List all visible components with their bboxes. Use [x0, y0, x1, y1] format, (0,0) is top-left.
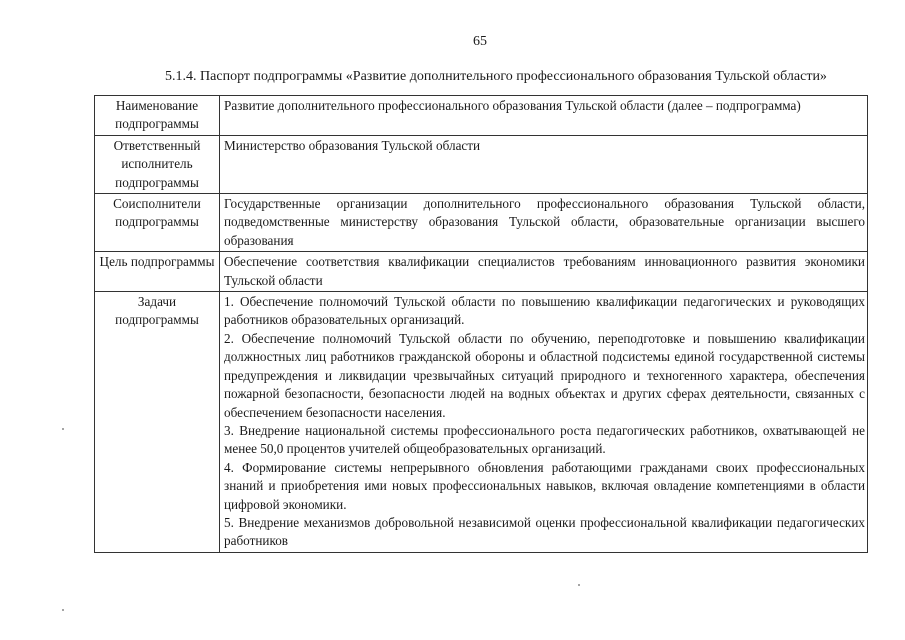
scan-speck	[578, 584, 580, 586]
table-row	[95, 292, 868, 553]
row-content: Развитие дополнительного профессионального образования Тульской области (далее – подпрограмма)	[220, 96, 868, 136]
task-item: 4. Формирование системы непрерывного обновления работающими гражданами своих профессиональных знаний и приобретения ими новых профессиональных навыков, включая овладение компетенциями в области цифровой экономики.	[224, 459, 865, 512]
row-content: Обеспечение соответствия квалификации специалистов требованиям инновационного развития экономики Тульской области	[220, 252, 868, 292]
scan-speck	[62, 609, 64, 611]
table-row	[95, 194, 868, 252]
page-number: 65	[473, 34, 487, 49]
row-label: Задачи подпрограммы	[95, 292, 220, 553]
row-label: Наименование подпрограммы	[95, 96, 220, 136]
row-content: Государственные организации дополнительного профессионального образования Тульской области, подведомственные министерству образования Тульской области, образовательные организации высшего образования	[220, 194, 868, 252]
section-heading: 5.1.4. Паспорт подпрограммы «Развитие дополнительного профессионального образования Тульской области»	[165, 69, 827, 84]
table-row	[95, 252, 868, 292]
table-row	[95, 135, 868, 193]
task-item: 5. Внедрение механизмов добровольной независимой оценки профессиональной квалификации педагогических работников	[224, 514, 865, 549]
task-item: 1. Обеспечение полномочий Тульской области по повышению квалификации педагогических и руководящих работников образовательных организаций.	[224, 294, 865, 328]
row-content: Министерство образования Тульской области	[220, 135, 868, 193]
tasks-list	[220, 292, 868, 553]
subprogram-passport-table	[94, 95, 868, 553]
task-item: 2. Обеспечение полномочий Тульской области по обучению, переподготовке и повышению квалификации должностных лиц работников гражданской обороны и областной подсистемы единой государственной системы предупреждения и ликвидации чрезвычайных ситуаций природного и техногенного характера, обеспечения пожарной безопасности, безопасности людей на водных объектах и других сферах деятельности, связанных с обеспечением безопасности населения.	[224, 330, 865, 420]
table-row	[95, 96, 868, 136]
scan-speck	[62, 428, 64, 430]
row-label: Цель подпрограммы	[95, 252, 220, 292]
row-label: Ответственный исполнитель подпрограммы	[95, 135, 220, 193]
row-label: Соисполнители подпрограммы	[95, 194, 220, 252]
task-item: 3. Внедрение национальной системы профессионального роста педагогических работников, охватывающей не менее 50,0 процентов учителей общеобразовательных организаций.	[224, 422, 865, 457]
